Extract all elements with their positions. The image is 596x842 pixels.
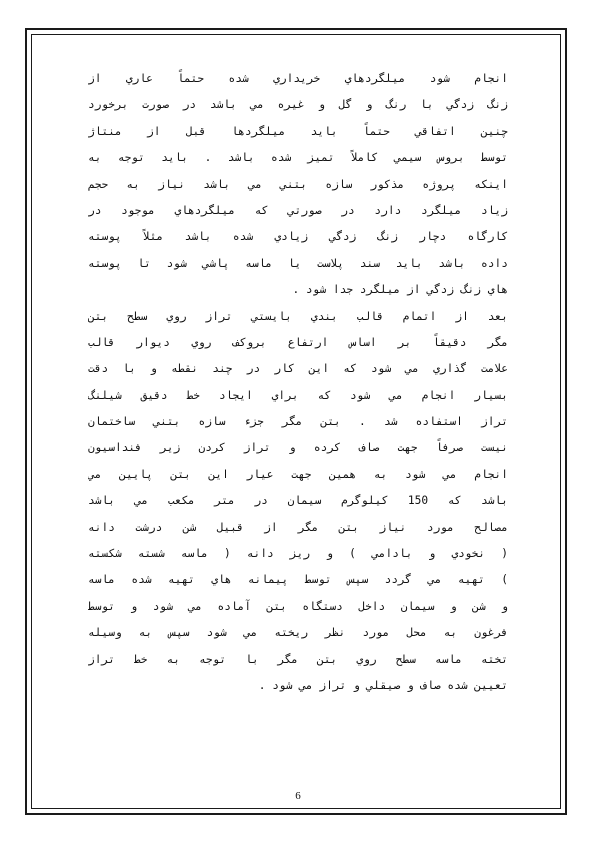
text-line: زنگ زدگي با رنگ و گل و غيره مي باشد در صورت برخورد xyxy=(88,98,508,112)
text-line: بعد از اتمام قالب بندي بايستي تراز روي سطح بتن xyxy=(88,309,508,323)
text-line: داده باشد بايد سند پلاست يا ماسه پاشي شود تا پوسته xyxy=(88,256,508,270)
text-line: انجام مي شود به همين جهت عيار اين بتن پايين مي xyxy=(88,467,508,481)
paragraph-rebar-cleaning xyxy=(88,66,508,304)
page-number: 6 xyxy=(295,790,301,802)
text-line: نيست صرفاً جهت صاف كرده و تراز كردن زير فنداسيون xyxy=(88,441,508,455)
text-line: تراز استفاده شد . بتن مگر جزء سازه بتني ساختمان xyxy=(88,415,508,429)
text-line: علامت گذاري مي شود كه اين كار در چند نقطه و با دقت xyxy=(88,362,508,376)
text-line: چنين اتفاقي حتماً بايد ميلگردها قبل از منتاژ xyxy=(88,124,508,138)
text-line: كارگاه دچار زنگ زدگي زيادي شده باشد مثلاً پوسته xyxy=(88,230,508,244)
body-text xyxy=(88,66,508,699)
text-line: تعيين شده صاف و صيقلي و تراز مي شود . xyxy=(258,678,508,692)
text-line: ( نخودي و بادامي ) و ريز دانه ( ماسه شسته شكسته xyxy=(88,547,508,561)
text-line: توسط بروس سيمي كاملاً تميز شده باشد . بايد توجه به xyxy=(88,151,508,165)
text-line: بسيار انجام مي شود كه براي ايجاد خط دقيق شيلنگ xyxy=(88,388,508,402)
paragraph-lean-concrete xyxy=(88,304,508,700)
text-line: انجام شود ميلگردهاي خريداري شده حتماً عاري از xyxy=(88,72,508,85)
text-line: مصالح مورد نياز بتن مگر از قبيل شن درشت دانه xyxy=(88,520,508,534)
text-line: هاي زنگ زدگي از ميلگرد جدا شود . xyxy=(292,283,508,297)
text-line: تخته ماسه سطح روي بتن مگر با توجه به خط تراز xyxy=(88,652,508,666)
text-line: و شن و سيمان داخل دستگاه بتن آماده مي شود و توسط xyxy=(88,599,508,613)
text-line: ) تهيه مي گردد سپس توسط پيمانه هاي تهيه شده ماسه xyxy=(88,573,508,587)
text-line: باشد كه 150 كيلوگرم سيمان در متر مكعب مي باشد xyxy=(88,494,508,508)
text-line: فرغون به محل مورد نظر ريخته مي شود سپس به وسيله xyxy=(88,626,508,640)
text-line: مگر دقيقاً بر اساس ارتفاع بروكف روي ديوار قالب xyxy=(88,335,508,349)
text-line: زياد ميلگرد دارد در صورتي كه ميلگردهاي موجود در xyxy=(88,203,508,217)
text-line: اينكه پروژه مذكور سازه بتني مي باشد نياز به حجم xyxy=(88,177,508,191)
